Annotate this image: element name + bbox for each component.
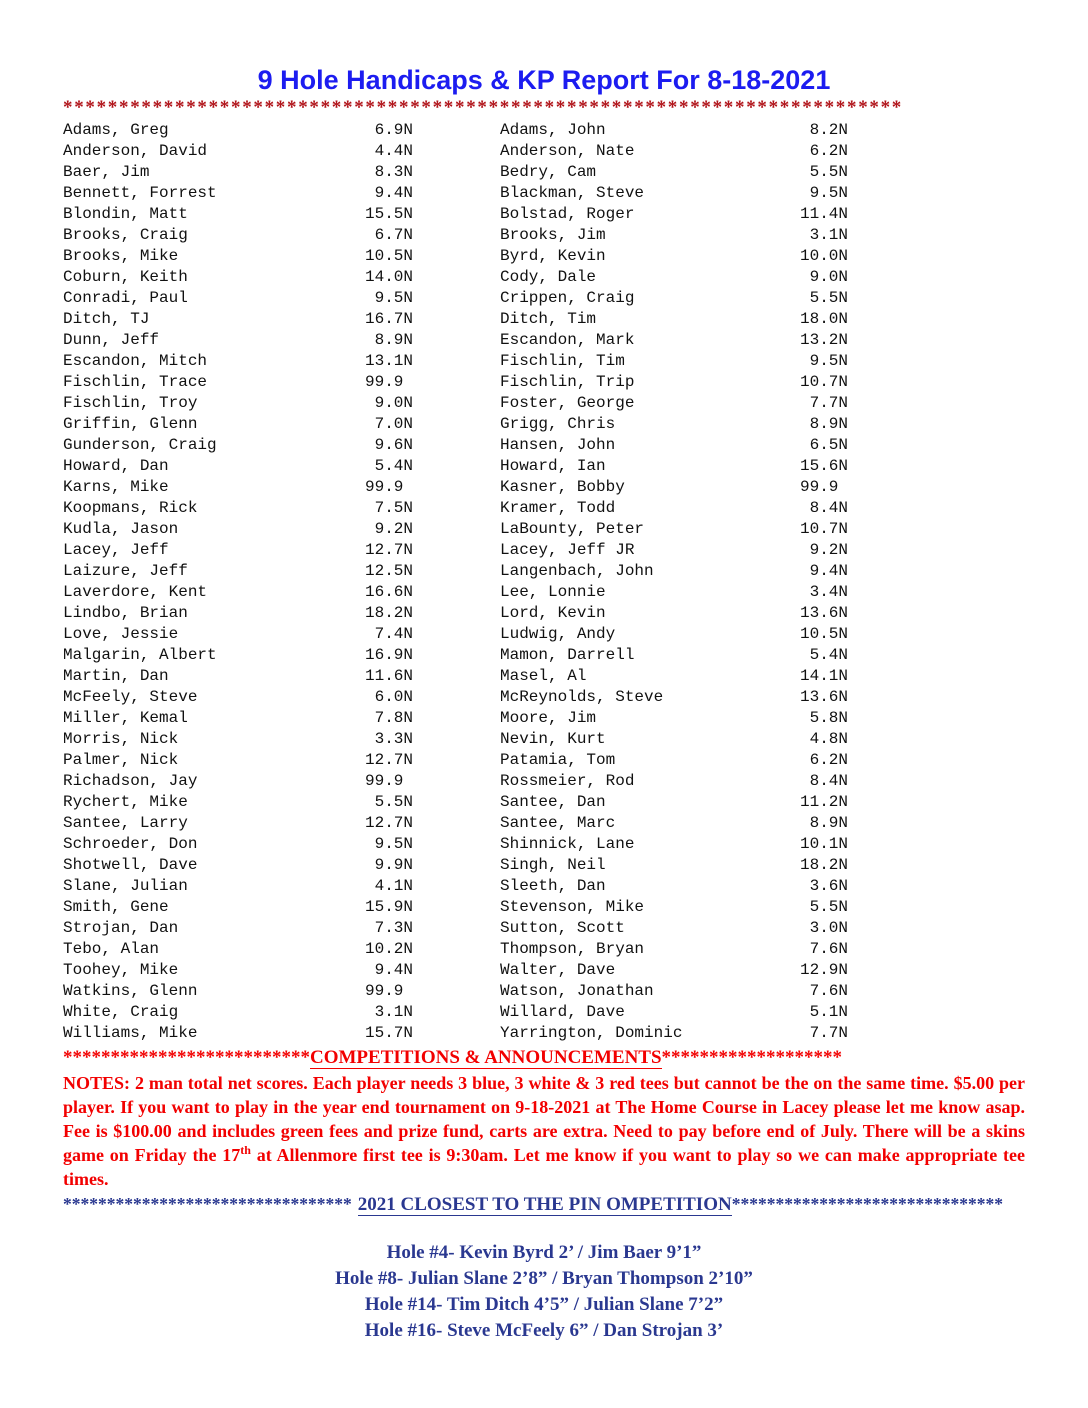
player-name: Patamia, Tom — [500, 751, 616, 769]
player-name: Byrd, Kevin — [500, 247, 606, 265]
column-gap — [413, 288, 500, 309]
player-handicap: 5.1N — [809, 1003, 848, 1021]
table-row — [63, 351, 1025, 372]
player-handicap: 5.5N — [809, 163, 848, 181]
table-row — [63, 561, 1025, 582]
player-handicap: 13.2N — [799, 331, 848, 349]
player-handicap: 3.3N — [374, 730, 413, 748]
column-gap — [413, 897, 500, 918]
player-name: Santee, Larry — [63, 814, 188, 832]
table-row — [63, 582, 1025, 603]
column-gap — [413, 771, 500, 792]
player-name: Brooks, Craig — [63, 226, 188, 244]
player-handicap: 8.4N — [809, 499, 848, 517]
player-name: Crippen, Craig — [500, 289, 635, 307]
column-gap — [413, 330, 500, 351]
player-handicap: 18.0N — [799, 310, 848, 328]
competitions-stars-right: ******************* — [661, 1047, 843, 1068]
player-handicap: 13.6N — [799, 688, 848, 706]
player-name: Singh, Neil — [500, 856, 606, 874]
column-gap — [413, 372, 500, 393]
player-handicap: 7.3N — [374, 919, 413, 937]
column-gap — [413, 918, 500, 939]
player-name: Adams, Greg — [63, 121, 169, 139]
player-handicap: 7.6N — [809, 940, 848, 958]
competitions-heading: COMPETITIONS & ANNOUNCEMENTS — [310, 1047, 662, 1069]
player-handicap: 9.0N — [374, 394, 413, 412]
player-name: Kudla, Jason — [63, 520, 179, 538]
player-name: Fischlin, Trace — [63, 373, 208, 391]
player-name: Moore, Jim — [500, 709, 597, 727]
player-name: Strojan, Dan — [63, 919, 179, 937]
player-handicap: 6.9N — [374, 121, 413, 139]
player-name: Hansen, John — [500, 436, 616, 454]
player-handicap: 3.6N — [809, 877, 848, 895]
player-handicap: 5.4N — [374, 457, 413, 475]
player-handicap: 9.5N — [374, 835, 413, 853]
player-name: Yarrington, Dominic — [500, 1024, 683, 1042]
player-name: Shinnick, Lane — [500, 835, 635, 853]
player-handicap: 10.7N — [799, 373, 848, 391]
player-name: Laizure, Jeff — [63, 562, 188, 580]
notes-part1: NOTES: 2 man total net scores. Each player needs 3 blue, 3 white & 3 red tees but cannot be the on the same time. $5.00 per player. If you want to play in the year end tournament on 9-18-2021 at The Home Course in Lacey please let me know asap. Fee is $100.00 and includes green fees and prize fund, carts are extra. Need to pay before end of July. There will be a skins game on Friday the 17 — [63, 1073, 1025, 1165]
player-name: Thompson, Bryan — [500, 940, 645, 958]
player-name: Lacey, Jeff JR — [500, 541, 635, 559]
table-row — [63, 162, 1025, 183]
player-name: Richadson, Jay — [63, 772, 198, 790]
player-name: Santee, Dan — [500, 793, 606, 811]
player-name: Schroeder, Don — [63, 835, 198, 853]
star-divider: *************************************************************************** — [63, 98, 903, 118]
player-handicap: 9.0N — [809, 268, 848, 286]
table-row — [63, 939, 1025, 960]
player-handicap: 5.5N — [809, 289, 848, 307]
player-name: Bolstad, Roger — [500, 205, 635, 223]
player-name: Toohey, Mike — [63, 961, 179, 979]
kp-stars-right: ******************************* — [731, 1194, 1003, 1214]
table-row — [63, 540, 1025, 561]
column-gap — [413, 666, 500, 687]
player-name: Brooks, Jim — [500, 226, 606, 244]
player-handicap: 5.8N — [809, 709, 848, 727]
column-gap — [413, 267, 500, 288]
column-gap — [413, 1023, 500, 1044]
player-handicap: 8.9N — [809, 415, 848, 433]
player-name: Miller, Kemal — [63, 709, 188, 727]
column-gap — [413, 246, 500, 267]
player-handicap: 9.6N — [374, 436, 413, 454]
player-name: Shotwell, Dave — [63, 856, 198, 874]
player-handicap: 13.6N — [799, 604, 848, 622]
column-gap — [413, 519, 500, 540]
player-name: Nevin, Kurt — [500, 730, 606, 748]
player-name: Mamon, Darrell — [500, 646, 635, 664]
player-name: Tebo, Alan — [63, 940, 160, 958]
player-handicap: 5.5N — [374, 793, 413, 811]
player-name: Conradi, Paul — [63, 289, 188, 307]
table-row — [63, 981, 1025, 1002]
player-handicap: 10.0N — [799, 247, 848, 265]
player-name: Blackman, Steve — [500, 184, 645, 202]
player-handicap: 5.4N — [809, 646, 848, 664]
player-handicap: 16.6N — [364, 583, 413, 601]
table-row — [63, 771, 1025, 792]
table-row — [63, 309, 1025, 330]
player-handicap: 10.7N — [799, 520, 848, 538]
player-name: Foster, George — [500, 394, 635, 412]
player-name: White, Craig — [63, 1003, 179, 1021]
player-handicap: 11.4N — [799, 205, 848, 223]
player-handicap: 4.8N — [809, 730, 848, 748]
table-row — [63, 477, 1025, 498]
player-handicap: 11.6N — [364, 667, 413, 685]
column-gap — [413, 876, 500, 897]
roster — [63, 120, 1025, 1044]
player-name: Rossmeier, Rod — [500, 772, 635, 790]
player-name: McReynolds, Steve — [500, 688, 664, 706]
player-handicap: 9.2N — [374, 520, 413, 538]
player-handicap: 7.4N — [374, 625, 413, 643]
player-handicap: 99.9 — [364, 772, 413, 790]
player-name: Sutton, Scott — [500, 919, 625, 937]
competitions-header — [63, 1046, 1025, 1069]
player-handicap: 7.6N — [809, 982, 848, 1000]
player-handicap: 12.7N — [364, 814, 413, 832]
column-gap — [413, 939, 500, 960]
player-name: Lacey, Jeff — [63, 541, 169, 559]
table-row — [63, 456, 1025, 477]
player-name: Cody, Dale — [500, 268, 597, 286]
table-row — [63, 330, 1025, 351]
player-name: Adams, John — [500, 121, 606, 139]
column-gap — [413, 603, 500, 624]
table-row — [63, 624, 1025, 645]
kp-heading: 2021 CLOSEST TO THE PIN OMPETITION — [357, 1194, 732, 1215]
player-name: Watson, Jonathan — [500, 982, 654, 1000]
column-gap — [413, 162, 500, 183]
table-row — [63, 792, 1025, 813]
player-handicap: 8.2N — [809, 121, 848, 139]
column-gap — [413, 309, 500, 330]
kp-results — [63, 1240, 1025, 1344]
table-row — [63, 603, 1025, 624]
kp-stars-left: ********************************* — [63, 1194, 352, 1214]
column-gap — [413, 729, 500, 750]
column-gap — [413, 183, 500, 204]
table-row — [63, 1023, 1025, 1044]
player-handicap: 7.8N — [374, 709, 413, 727]
column-gap — [413, 435, 500, 456]
player-name: Willard, Dave — [500, 1003, 625, 1021]
player-name: Stevenson, Mike — [500, 898, 645, 916]
column-gap — [413, 687, 500, 708]
player-handicap: 9.2N — [809, 541, 848, 559]
player-handicap: 4.1N — [374, 877, 413, 895]
column-gap — [413, 960, 500, 981]
table-row — [63, 729, 1025, 750]
player-name: Brooks, Mike — [63, 247, 179, 265]
player-name: Baer, Jim — [63, 163, 150, 181]
player-name: Sleeth, Dan — [500, 877, 606, 895]
player-handicap: 6.7N — [374, 226, 413, 244]
column-gap — [413, 414, 500, 435]
column-gap — [413, 456, 500, 477]
player-handicap: 14.1N — [799, 667, 848, 685]
table-row — [63, 897, 1025, 918]
table-row — [63, 204, 1025, 225]
player-name: Lord, Kevin — [500, 604, 606, 622]
player-name: Malgarin, Albert — [63, 646, 217, 664]
player-handicap: 5.5N — [809, 898, 848, 916]
player-name: Coburn, Keith — [63, 268, 188, 286]
player-handicap: 15.6N — [799, 457, 848, 475]
column-gap — [413, 834, 500, 855]
table-row — [63, 750, 1025, 771]
table-row — [63, 687, 1025, 708]
player-handicap: 6.0N — [374, 688, 413, 706]
column-gap — [413, 645, 500, 666]
table-row — [63, 666, 1025, 687]
column-gap — [413, 561, 500, 582]
player-name: Grigg, Chris — [500, 415, 616, 433]
player-handicap: 9.5N — [809, 352, 848, 370]
table-row — [63, 372, 1025, 393]
player-name: Karns, Mike — [63, 478, 169, 496]
table-row — [63, 267, 1025, 288]
column-gap — [413, 981, 500, 1002]
player-handicap: 10.5N — [364, 247, 413, 265]
player-name: Laverdore, Kent — [63, 583, 208, 601]
table-row — [63, 246, 1025, 267]
player-name: Fischlin, Trip — [500, 373, 635, 391]
column-gap — [413, 204, 500, 225]
player-handicap: 15.9N — [364, 898, 413, 916]
player-name: Fischlin, Troy — [63, 394, 198, 412]
table-row — [63, 708, 1025, 729]
player-handicap: 7.5N — [374, 499, 413, 517]
player-name: Fischlin, Tim — [500, 352, 625, 370]
player-name: Escandon, Mark — [500, 331, 635, 349]
player-handicap: 15.7N — [364, 1024, 413, 1042]
player-handicap: 8.4N — [809, 772, 848, 790]
table-row — [63, 876, 1025, 897]
player-handicap: 6.2N — [809, 751, 848, 769]
player-name: Williams, Mike — [63, 1024, 198, 1042]
player-name: Masel, Al — [500, 667, 587, 685]
player-name: Koopmans, Rick — [63, 499, 198, 517]
player-handicap: 10.2N — [364, 940, 413, 958]
player-name: Love, Jessie — [63, 625, 179, 643]
player-handicap: 7.0N — [374, 415, 413, 433]
player-handicap: 3.1N — [374, 1003, 413, 1021]
player-handicap: 14.0N — [364, 268, 413, 286]
player-name: Langenbach, John — [500, 562, 654, 580]
player-handicap: 3.4N — [809, 583, 848, 601]
player-name: Bedry, Cam — [500, 163, 597, 181]
player-handicap: 12.5N — [364, 562, 413, 580]
player-name: Santee, Marc — [500, 814, 616, 832]
player-handicap: 11.2N — [799, 793, 848, 811]
player-handicap: 13.1N — [364, 352, 413, 370]
player-name: Howard, Ian — [500, 457, 606, 475]
table-row — [63, 414, 1025, 435]
player-name: Morris, Nick — [63, 730, 179, 748]
player-name: McFeely, Steve — [63, 688, 198, 706]
player-handicap: 12.7N — [364, 751, 413, 769]
player-handicap: 9.4N — [374, 184, 413, 202]
table-row — [63, 855, 1025, 876]
player-handicap: 10.1N — [799, 835, 848, 853]
player-name: Howard, Dan — [63, 457, 169, 475]
player-handicap: 6.5N — [809, 436, 848, 454]
player-handicap: 7.7N — [809, 394, 848, 412]
kp-line: Hole #4- Kevin Byrd 2’ / Jim Baer 9’1” — [386, 1242, 702, 1263]
table-row — [63, 120, 1025, 141]
column-gap — [413, 855, 500, 876]
column-gap — [413, 477, 500, 498]
player-name: Ludwig, Andy — [500, 625, 616, 643]
player-name: Lindbo, Brian — [63, 604, 188, 622]
player-handicap: 18.2N — [799, 856, 848, 874]
column-gap — [413, 624, 500, 645]
player-handicap: 12.7N — [364, 541, 413, 559]
column-gap — [413, 708, 500, 729]
column-gap — [413, 351, 500, 372]
player-handicap: 9.5N — [809, 184, 848, 202]
player-name: Griffin, Glenn — [63, 415, 198, 433]
notes-part2: at Allenmore first tee is 9:30am. Let me know if you want to play so we can make appropriate tee times. — [63, 1145, 1025, 1189]
player-handicap: 12.9N — [799, 961, 848, 979]
page-title: 9 Hole Handicaps & KP Report For 8-18-2021 — [257, 65, 831, 95]
player-name: Gunderson, Craig — [63, 436, 217, 454]
player-name: Rychert, Mike — [63, 793, 188, 811]
player-name: Lee, Lonnie — [500, 583, 606, 601]
player-handicap: 8.9N — [374, 331, 413, 349]
player-name: Anderson, David — [63, 142, 208, 160]
column-gap — [413, 225, 500, 246]
player-name: Palmer, Nick — [63, 751, 179, 769]
player-handicap: 3.1N — [809, 226, 848, 244]
table-row — [63, 813, 1025, 834]
player-handicap: 10.5N — [799, 625, 848, 643]
column-gap — [413, 1002, 500, 1023]
table-row — [63, 225, 1025, 246]
player-handicap: 9.4N — [809, 562, 848, 580]
table-row — [63, 393, 1025, 414]
player-handicap: 16.7N — [364, 310, 413, 328]
column-gap — [413, 792, 500, 813]
player-name: LaBounty, Peter — [500, 520, 645, 538]
table-row — [63, 435, 1025, 456]
column-gap — [413, 750, 500, 771]
player-name: Martin, Dan — [63, 667, 169, 685]
column-gap — [413, 393, 500, 414]
table-row — [63, 645, 1025, 666]
player-handicap: 8.9N — [809, 814, 848, 832]
player-name: Slane, Julian — [63, 877, 188, 895]
player-name: Kramer, Todd — [500, 499, 616, 517]
player-handicap: 7.7N — [809, 1024, 848, 1042]
table-row — [63, 834, 1025, 855]
player-handicap: 9.9N — [374, 856, 413, 874]
kp-line: Hole #8- Julian Slane 2’8” / Bryan Thompson 2’10” — [335, 1268, 753, 1289]
player-handicap: 16.9N — [364, 646, 413, 664]
player-handicap: 99.9 — [799, 478, 848, 496]
table-row — [63, 1002, 1025, 1023]
table-row — [63, 141, 1025, 162]
competitions-stars-left: ************************** — [63, 1047, 310, 1068]
column-gap — [413, 813, 500, 834]
player-name: Blondin, Matt — [63, 205, 188, 223]
table-row — [63, 288, 1025, 309]
column-gap — [413, 120, 500, 141]
table-row — [63, 918, 1025, 939]
table-row — [63, 960, 1025, 981]
player-name: Ditch, Tim — [500, 310, 597, 328]
player-handicap: 3.0N — [809, 919, 848, 937]
notes-superscript: th — [240, 1143, 251, 1157]
player-handicap: 18.2N — [364, 604, 413, 622]
player-name: Anderson, Nate — [500, 142, 635, 160]
table-row — [63, 183, 1025, 204]
player-handicap: 4.4N — [374, 142, 413, 160]
column-gap — [413, 498, 500, 519]
player-handicap: 6.2N — [809, 142, 848, 160]
player-name: Watkins, Glenn — [63, 982, 198, 1000]
player-name: Smith, Gene — [63, 898, 169, 916]
player-name: Walter, Dave — [500, 961, 616, 979]
player-handicap: 9.5N — [374, 289, 413, 307]
player-handicap: 8.3N — [374, 163, 413, 181]
player-name: Dunn, Jeff — [63, 331, 160, 349]
column-gap — [413, 141, 500, 162]
kp-line: Hole #16- Steve McFeely 6” / Dan Strojan 3’ — [364, 1320, 724, 1341]
kp-header — [63, 1193, 1025, 1216]
player-name: Kasner, Bobby — [500, 478, 625, 496]
player-name: Bennett, Forrest — [63, 184, 217, 202]
column-gap — [413, 582, 500, 603]
table-row — [63, 498, 1025, 519]
player-name: Escandon, Mitch — [63, 352, 208, 370]
player-name: Ditch, TJ — [63, 310, 150, 328]
player-handicap: 15.5N — [364, 205, 413, 223]
kp-line: Hole #14- Tim Ditch 4’5” / Julian Slane 7’2” — [364, 1294, 724, 1315]
column-gap — [413, 540, 500, 561]
table-row — [63, 519, 1025, 540]
player-handicap: 99.9 — [364, 982, 413, 1000]
notes-text — [63, 1071, 1025, 1191]
player-handicap: 9.4N — [374, 961, 413, 979]
player-handicap: 99.9 — [364, 373, 413, 391]
player-handicap: 99.9 — [364, 478, 413, 496]
